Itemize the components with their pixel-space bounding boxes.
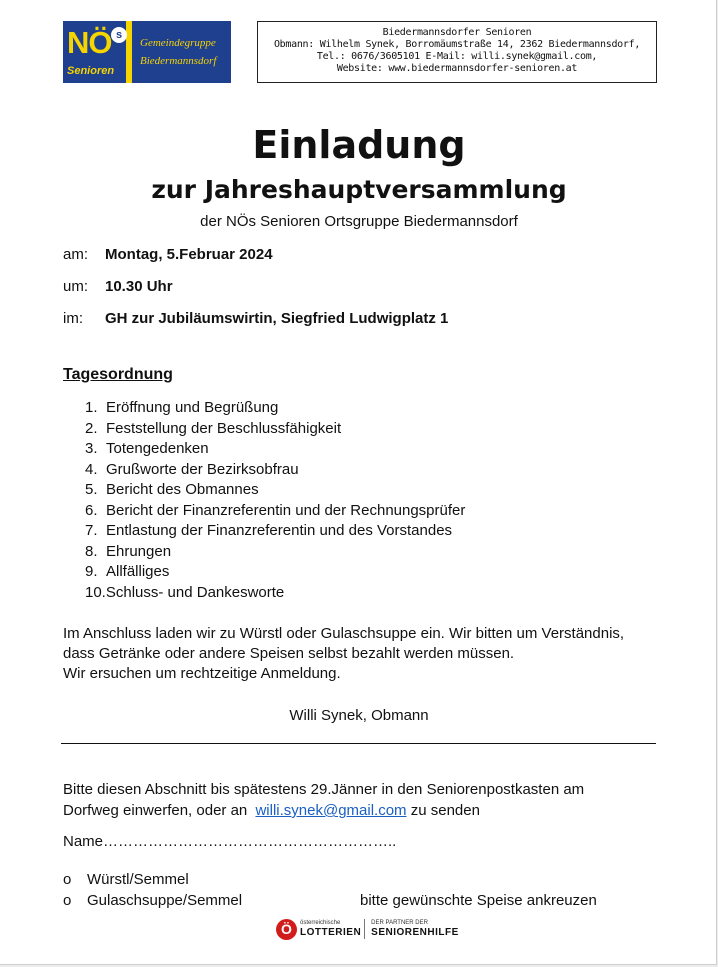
detail-label: am: <box>63 246 89 263</box>
reply-slip-text <box>63 779 663 821</box>
lotterien-big-left: LOTTERIEN <box>300 927 362 938</box>
slip-line-1: Bitte diesen Abschnitt bis spätestens 29.Jänner in den Seniorenpostkasten am <box>63 781 585 798</box>
logo-nos-text: NÖ <box>67 25 112 60</box>
noes-senioren-logo <box>63 21 231 83</box>
logo-senioren-text: Senioren <box>67 65 115 77</box>
agenda-text: Bericht des Obmannes <box>106 481 259 498</box>
agenda-text: Entlastung der Finanzreferentin und des Vorstandes <box>106 522 453 539</box>
paragraph-line: dass Getränke oder andere Speisen selbst bezahlt werden müssen. <box>63 645 515 662</box>
agenda-list <box>85 398 465 603</box>
contact-phone-email: Tel.: 0676/3605101 E-Mail: willi.synek@gmail.com, <box>316 51 598 62</box>
signature: Willi Synek, Obmann <box>289 707 429 724</box>
slip-line-2 <box>63 800 663 821</box>
cut-line <box>61 743 656 744</box>
agenda-number: 5. <box>85 481 98 498</box>
agenda-number: 9. <box>85 563 98 580</box>
detail-value: GH zur Jubiläumswirtin, Siegfried Ludwigplatz 1 <box>105 310 449 327</box>
option-gulaschsuppe[interactable] <box>63 892 242 909</box>
name-field[interactable]: Name………………………………………………….. <box>63 833 397 850</box>
checkbox-bullet[interactable]: o <box>63 892 72 909</box>
slip-line-2-end: zu senden <box>410 802 480 819</box>
page-subtitle-2: der NÖs Senioren Ortsgruppe Biedermannsdorf <box>200 213 518 230</box>
agenda-item <box>85 398 465 419</box>
email-link[interactable]: willi.synek@gmail.com <box>255 802 407 819</box>
agenda-text: Feststellung der Beschlussfähigkeit <box>106 419 342 437</box>
detail-label: um: <box>63 278 89 295</box>
agenda-number: 8. <box>85 542 98 560</box>
agenda-item <box>85 542 465 563</box>
logo-line-1: Gemeindegruppe <box>140 37 216 49</box>
detail-location <box>63 310 448 327</box>
agenda-text: Schluss- und Dankesworte <box>105 583 285 601</box>
agenda-text: Ehrungen <box>106 542 172 560</box>
agenda-number: 10. <box>85 583 106 601</box>
agenda-item <box>85 480 465 501</box>
option-label: Gulaschsuppe/Semmel <box>87 892 243 909</box>
logo-line-2: Biedermannsdorf <box>140 55 217 67</box>
logo-mark <box>63 21 126 83</box>
agenda-number: 2. <box>85 419 98 437</box>
invitation-paragraph <box>63 624 663 684</box>
page-title: Einladung <box>252 123 466 167</box>
agenda-text: Bericht der Finanzreferentin und der Rechnungsprüfer <box>106 501 466 519</box>
contact-org: Biedermannsdorfer Senioren <box>382 27 532 38</box>
agenda-item <box>85 460 465 481</box>
agenda-item <box>85 583 465 604</box>
page-subtitle: zur Jahreshauptversammlung <box>151 175 567 204</box>
lotterien-big-right: SENIORENHILFE <box>371 927 459 938</box>
lotterien-logo <box>276 917 459 941</box>
agenda-heading: Tagesordnung <box>63 366 173 383</box>
lotterien-small-left: österreichische <box>300 920 341 926</box>
agenda-number: 3. <box>85 440 98 457</box>
lotterien-divider <box>364 919 365 939</box>
agenda-number: 7. <box>85 522 98 539</box>
checkbox-bullet[interactable]: o <box>63 871 72 888</box>
agenda-text: Totengedenken <box>106 440 209 457</box>
paragraph-line: Wir ersuchen um rechtzeitige Anmeldung. <box>63 665 341 682</box>
logo-s-badge: s <box>111 27 127 43</box>
option-wurstl[interactable] <box>63 871 189 888</box>
agenda-text: Eröffnung und Begrüßung <box>106 399 279 416</box>
agenda-number: 6. <box>85 501 98 519</box>
contact-address: Obmann: Wilhelm Synek, Borromäumstraße 14, 2362 Biedermannsdorf, <box>273 39 641 50</box>
lotterien-left-text <box>300 920 361 938</box>
detail-value: 10.30 Uhr <box>105 278 173 295</box>
agenda-item <box>85 562 465 583</box>
agenda-text: Allfälliges <box>106 563 170 580</box>
selection-hint: bitte gewünschte Speise ankreuzen <box>360 892 597 909</box>
agenda-item <box>85 439 465 460</box>
detail-time <box>63 278 173 295</box>
detail-label: im: <box>63 310 83 327</box>
agenda-number: 4. <box>85 460 98 478</box>
agenda-item <box>85 521 465 542</box>
lotterien-right-text <box>371 920 459 938</box>
lotterien-mark-icon: Ö <box>276 919 297 940</box>
detail-value: Montag, 5.Februar 2024 <box>105 246 273 263</box>
agenda-number: 1. <box>85 399 98 416</box>
lotterien-small-right: DER PARTNER DER <box>371 920 428 926</box>
contact-website: Website: www.biedermannsdorfer-senioren.at <box>336 63 578 74</box>
agenda-item <box>85 501 465 522</box>
detail-date <box>63 246 273 263</box>
agenda-item <box>85 419 465 440</box>
option-label: Würstl/Semmel <box>87 871 189 888</box>
logo-text <box>132 21 231 83</box>
contact-box <box>257 21 657 83</box>
paragraph-line: Im Anschluss laden wir zu Würstl oder Gulaschsuppe ein. Wir bitten um Verständnis, <box>63 625 625 642</box>
agenda-text: Grußworte der Bezirksobfrau <box>106 460 299 478</box>
slip-line-2-start: Dorfweg einwerfen, oder an <box>63 802 248 819</box>
